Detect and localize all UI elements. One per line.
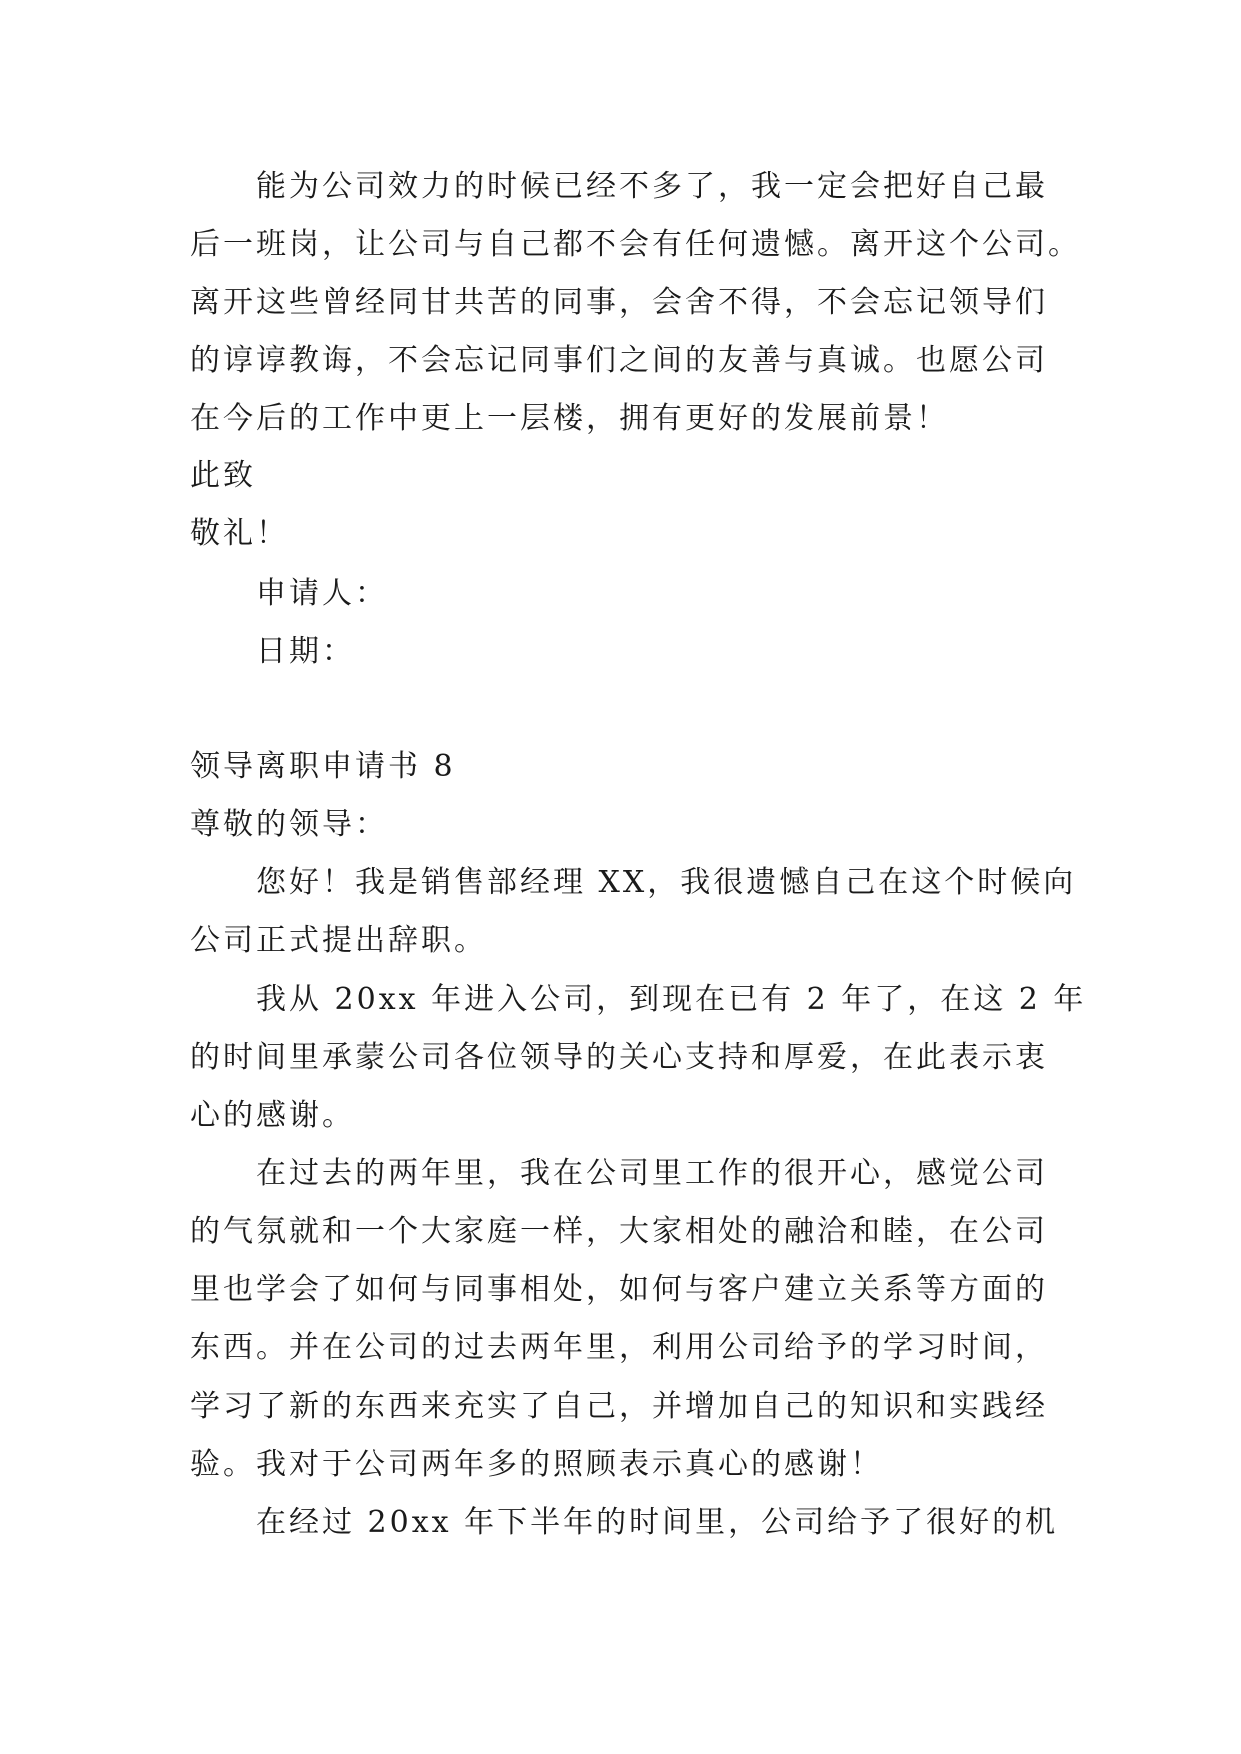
applicant-label: 申请人： [256, 576, 388, 611]
date-label: 日期： [256, 634, 355, 669]
paragraph-line: 我从 20xx 年进入公司，到现在已有 2 年了，在这 2 年 [256, 982, 1087, 1017]
greeting: 尊敬的领导： [190, 807, 388, 842]
paragraph-line: 的气氛就和一个大家庭一样，大家相处的融洽和睦，在公司 [190, 1214, 1048, 1249]
paragraph-line: 您好！我是销售部经理 XX，我很遗憾自己在这个时候向 [256, 865, 1077, 900]
paragraph-line: 在经过 20xx 年下半年的时间里，公司给予了很好的机 [256, 1505, 1059, 1540]
paragraph-line: 离开这些曾经同甘共苦的同事，会舍不得，不会忘记领导们 [190, 285, 1048, 320]
paragraph-line: 的时间里承蒙公司各位领导的关心支持和厚爱，在此表示衷 [190, 1040, 1048, 1075]
closing-regards: 敬礼！ [190, 516, 289, 551]
section-title: 领导离职申请书 8 [190, 749, 456, 784]
paragraph-line: 验。我对于公司两年多的照顾表示真心的感谢！ [190, 1447, 883, 1482]
paragraph-line: 后一班岗，让公司与自己都不会有任何遗憾。离开这个公司。 [190, 227, 1081, 262]
paragraph-line: 的谆谆教诲，不会忘记同事们之间的友善与真诚。也愿公司 [190, 343, 1048, 378]
closing-salutation: 此致 [190, 458, 256, 493]
paragraph-line: 里也学会了如何与同事相处，如何与客户建立关系等方面的 [190, 1272, 1048, 1307]
paragraph-line: 学习了新的东西来充实了自己，并增加自己的知识和实践经 [190, 1389, 1048, 1424]
paragraph-line: 能为公司效力的时候已经不多了，我一定会把好自己最 [256, 169, 1048, 204]
paragraph-line: 在过去的两年里，我在公司里工作的很开心，感觉公司 [256, 1156, 1048, 1191]
paragraph-line: 东西。并在公司的过去两年里，利用公司给予的学习时间， [190, 1330, 1048, 1365]
paragraph-line: 心的感谢。 [190, 1098, 355, 1133]
paragraph-line: 公司正式提出辞职。 [190, 923, 487, 958]
paragraph-line: 在今后的工作中更上一层楼，拥有更好的发展前景！ [190, 401, 949, 436]
